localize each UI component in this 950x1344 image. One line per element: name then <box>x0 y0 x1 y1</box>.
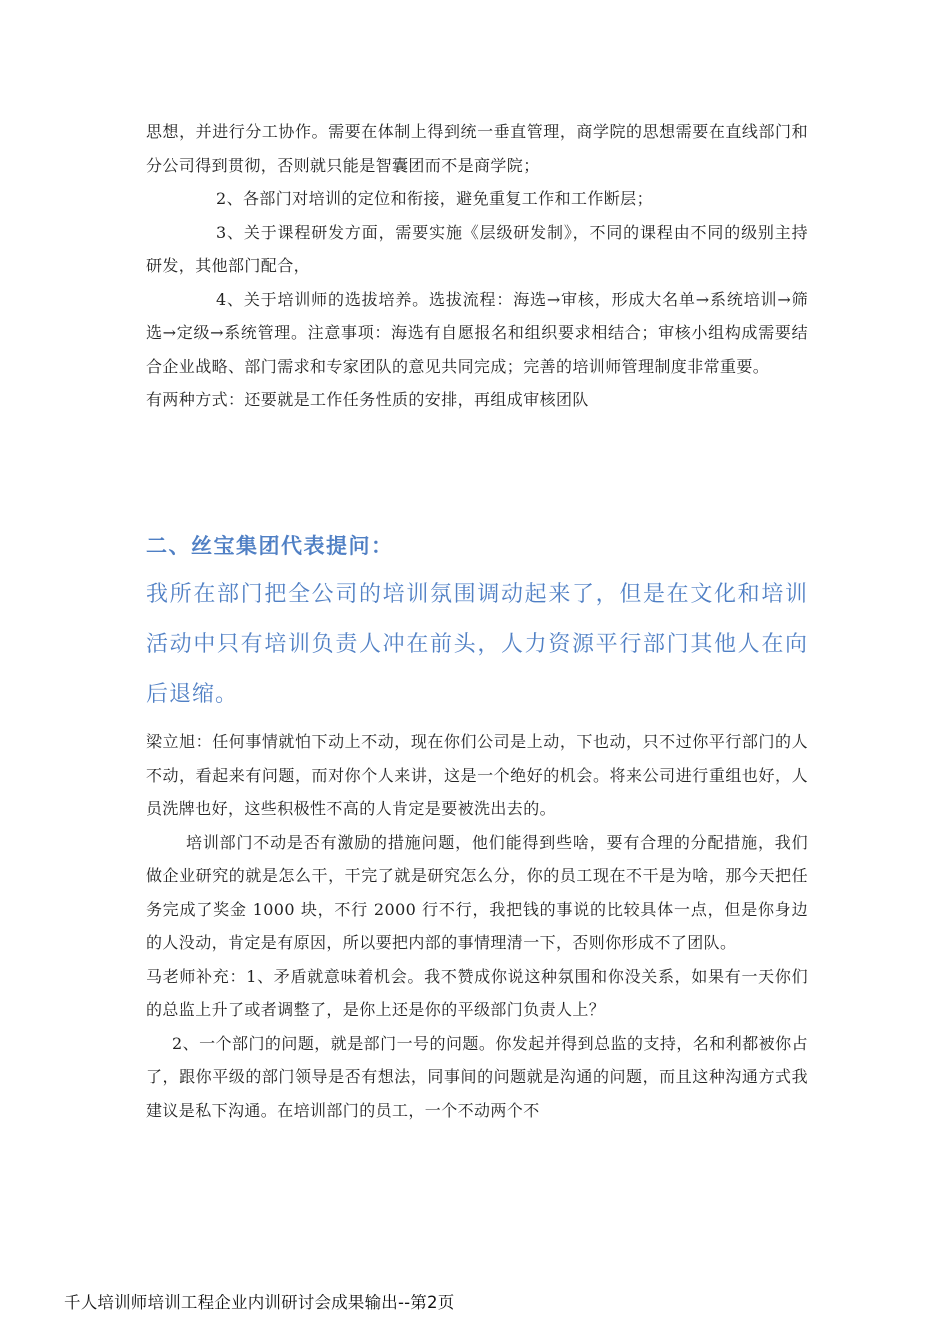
top-section <box>146 115 808 417</box>
paragraph-answer-ma: 马老师补充：1、矛盾就意味着机会。我不赞成你说这种氛围和你没关系，如果有一天你们的总监上升了或者调整了，是你上还是你的平级部门负责人上？ <box>146 966 808 1019</box>
section-heading: 二、丝宝集团代表提问： <box>146 533 394 558</box>
paragraph-item-4: 4、关于培训师的选拔培养。选拔流程：海选→审核，形成大名单→系统培训→筛选→定级→系统管理。注意事项：海选有自愿报名和组织要求相结合；审核小组构成需要结合企业战略、部门需求和专家团队的意见共同完成；完善的培训师管理制度非常重要。 <box>146 289 808 376</box>
paragraph-item-3: 3、关于课程研发方面，需要实施《层级研发制》，不同的课程由不同的级别主持研发，其他部门配合， <box>146 222 808 275</box>
paragraph-answer-ma-2: 2、一个部门的问题，就是部门一号的问题。你发起并得到总监的支持，名和利都被你占了，跟你平级的部门领导是否有想法，同事间的问题就是沟通的问题，而且这种沟通方式我建议是私下沟通。在培训部门的员工，一个不动两个不 <box>146 1033 808 1120</box>
paragraph-answer-incentive: 培训部门不动是否有激励的措施问题，他们能得到些啥，要有合理的分配措施，我们做企业研究的就是怎么干，干完了就是研究怎么分，你的员工现在不干是为啥，那今天把任务完成了奖金 1000 块，不行 2000 行不行，我把钱的事说的比较具体一点，但是你身边的人没动，肯定是有原因，所以要把内部的事情理清一下，否则你形成不了团队。 <box>146 832 808 952</box>
question-text: 我所在部门把全公司的培训氛围调动起来了，但是在文化和培训活动中只有培训负责人冲在前头，人力资源平行部门其他人在向后退缩。 <box>146 582 808 707</box>
paragraph-item-2: 2、各部门对培训的定位和衔接，避免重复工作和工作断层； <box>216 189 653 208</box>
answer-section <box>146 725 808 1127</box>
paragraph-note: 有两种方式：还要就是工作任务性质的安排，再组成审核团队 <box>146 390 589 409</box>
paragraph-continuation: 思想，并进行分工协作。需要在体制上得到统一垂直管理，商学院的思想需要在直线部门和分公司得到贯彻，否则就只能是智囊团而不是商学院； <box>146 122 808 175</box>
page-footer: 千人培训师培训工程企业内训研讨会成果输出--第2页 <box>64 1293 455 1312</box>
paragraph-answer-liang: 梁立旭：任何事情就怕下动上不动，现在你们公司是上动，下也动，只不过你平行部门的人不动，看起来有问题，而对你个人来讲，这是一个绝好的机会。将来公司进行重组也好，人员洗牌也好，这些积极性不高的人肯定是要被洗出去的。 <box>146 732 808 818</box>
